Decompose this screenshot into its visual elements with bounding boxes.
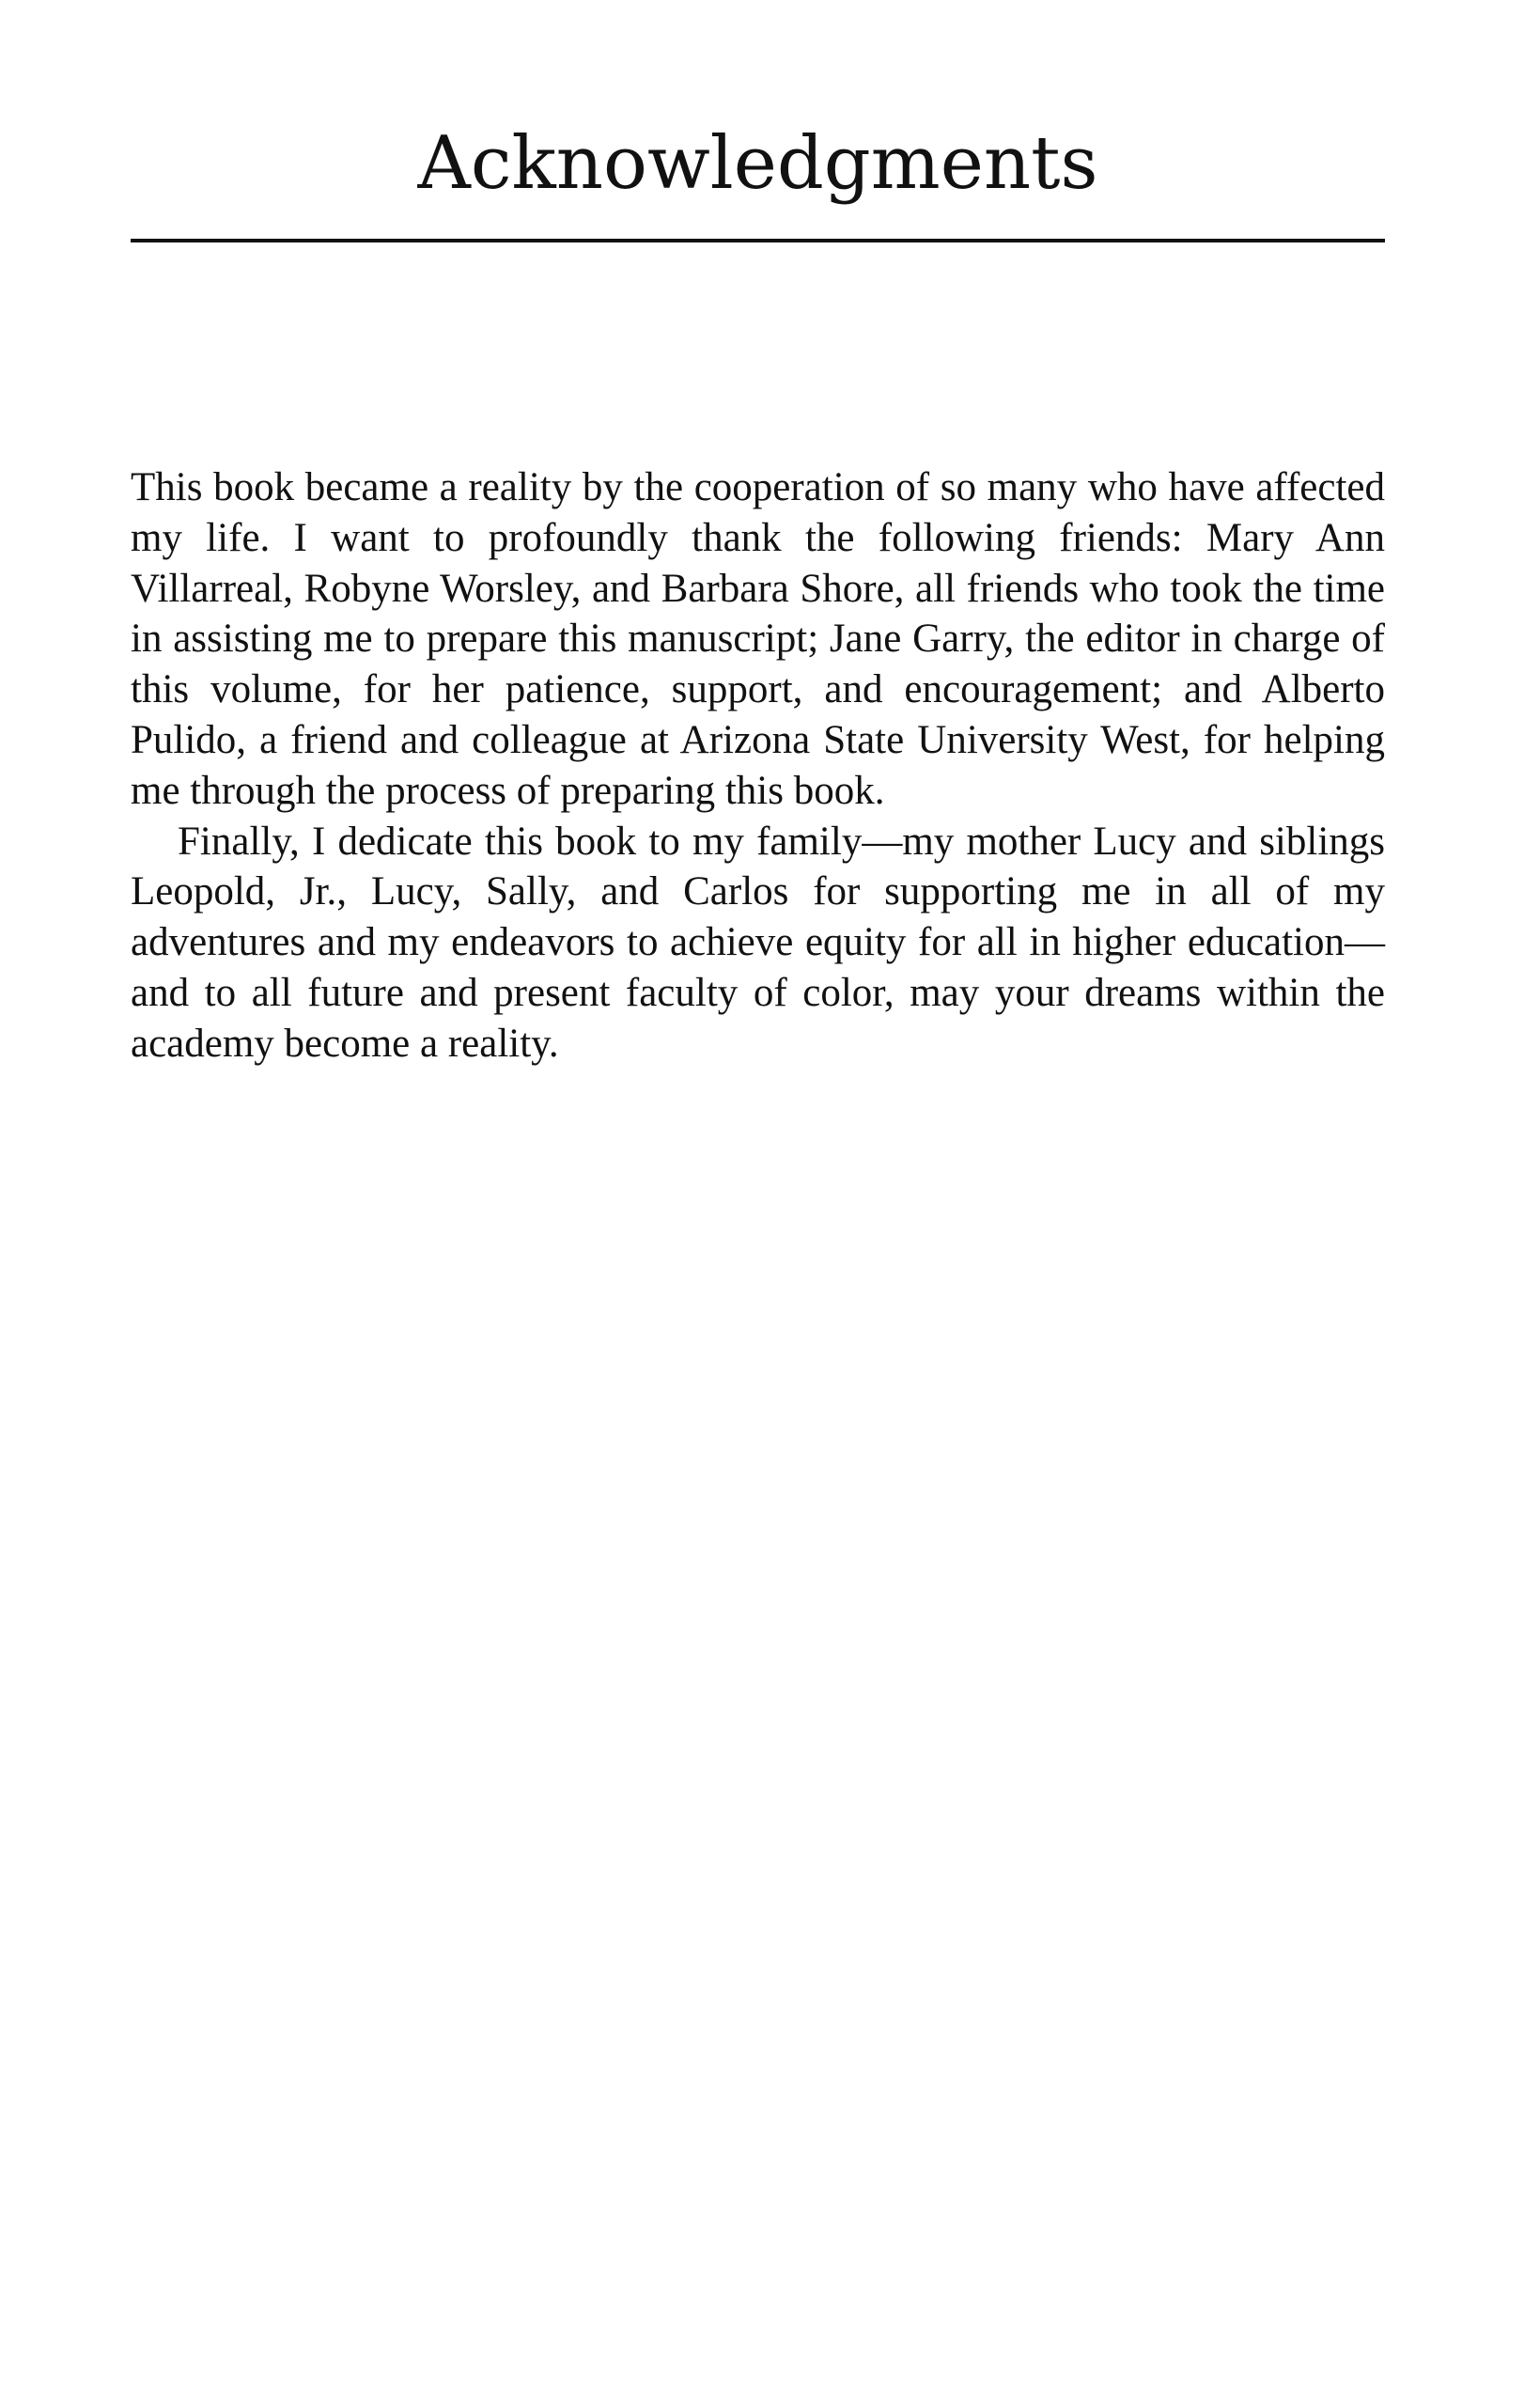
acknowledgments-body bbox=[131, 462, 1385, 1070]
title-rule bbox=[131, 239, 1385, 242]
page-title: Acknowledgments bbox=[417, 121, 1098, 206]
paragraph-1: This book became a reality by the cooperation of so many who have affected my life. I want to profoundly thank the following friends: Mary Ann Villarreal, Robyne Worsley, and Barbara Shore, all friends who took the time in assisting me to prepare this manuscript; Jane Garry, the editor in charge of this volume, for her patience, support, and encouragement; and Alberto Pulido, a friend and colleague at Arizona State University West, for helping me through the process of preparing this book. bbox=[131, 465, 1385, 813]
paragraph-2: Finally, I dedicate this book to my family—my mother Lucy and siblings Leopold, Jr., Lucy, Sally, and Carlos for supporting me in all of my adventures and my endeavors to achieve equity for all in higher education—and to all future and present faculty of color, may your dreams within the academy become a reality. bbox=[131, 819, 1385, 1066]
